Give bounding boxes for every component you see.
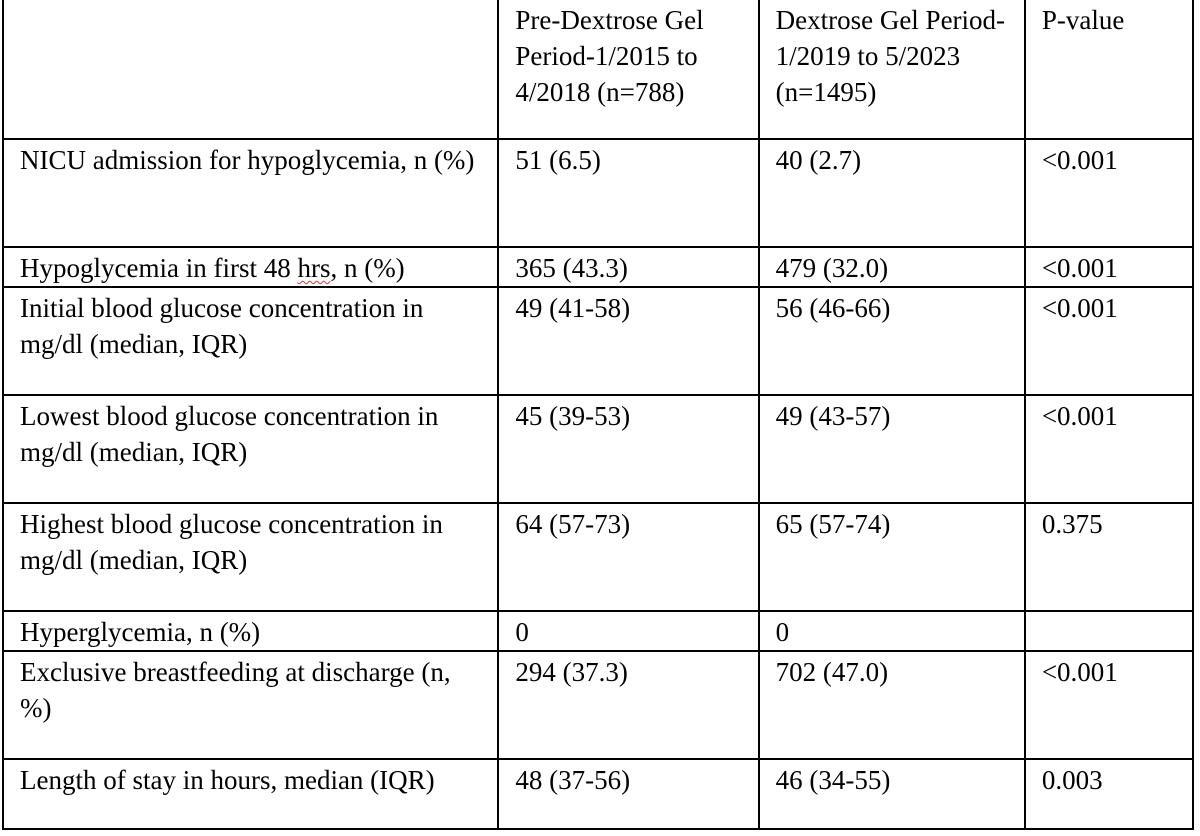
row-label: Length of stay in hours, median (IQR) <box>3 759 498 829</box>
pre-value: 64 (57-73) <box>498 503 758 611</box>
table-row <box>3 759 1193 829</box>
table-row <box>3 247 1193 287</box>
pre-value: 49 (41-58) <box>498 287 758 395</box>
header-cell-empty <box>3 0 498 139</box>
pre-value: 0 <box>498 611 758 651</box>
p-value <box>1025 611 1193 651</box>
gel-value: 0 <box>759 611 1025 651</box>
p-value: <0.001 <box>1025 395 1193 503</box>
header-cell-p-value: P-value <box>1025 0 1193 139</box>
p-value: <0.001 <box>1025 651 1193 759</box>
row-label: Highest blood glucose concentration in mg/dl (median, IQR) <box>3 503 498 611</box>
pre-value: 294 (37.3) <box>498 651 758 759</box>
row-label: Lowest blood glucose concentration in mg/dl (median, IQR) <box>3 395 498 503</box>
gel-value: 65 (57-74) <box>759 503 1025 611</box>
table-row <box>3 139 1193 247</box>
row-label: Exclusive breastfeeding at discharge (n, %) <box>3 651 498 759</box>
table-row <box>3 503 1193 611</box>
p-value: <0.001 <box>1025 139 1193 247</box>
pre-value: 365 (43.3) <box>498 247 758 287</box>
table-row <box>3 395 1193 503</box>
p-value: <0.001 <box>1025 287 1193 395</box>
p-value: 0.003 <box>1025 759 1193 829</box>
gel-value: 40 (2.7) <box>759 139 1025 247</box>
row-label <box>3 247 498 287</box>
row-label-end: , n (%) <box>330 253 405 283</box>
row-label: Hyperglycemia, n (%) <box>3 611 498 651</box>
row-label: NICU admission for hypoglycemia, n (%) <box>3 139 498 247</box>
results-table <box>2 0 1194 830</box>
header-cell-dextrose-gel: Dextrose Gel Period- 1/2019 to 5/2023 (n=1495) <box>759 0 1025 139</box>
pre-value: 45 (39-53) <box>498 395 758 503</box>
gel-value: 46 (34-55) <box>759 759 1025 829</box>
table-header-row <box>3 0 1193 139</box>
gel-value: 56 (46-66) <box>759 287 1025 395</box>
pre-value: 48 (37-56) <box>498 759 758 829</box>
row-label: Initial blood glucose concentration in mg/dl (median, IQR) <box>3 287 498 395</box>
pre-value: 51 (6.5) <box>498 139 758 247</box>
table-row <box>3 651 1193 759</box>
row-label-start: Hypoglycemia in first 48 <box>20 253 298 283</box>
gel-value: 702 (47.0) <box>759 651 1025 759</box>
table-row <box>3 611 1193 651</box>
table-row <box>3 287 1193 395</box>
gel-value: 479 (32.0) <box>759 247 1025 287</box>
misspelled-word: hrs <box>297 253 331 283</box>
header-cell-pre-dextrose: Pre-Dextrose Gel Period-1/2015 to 4/2018 (n=788) <box>498 0 758 139</box>
p-value: <0.001 <box>1025 247 1193 287</box>
gel-value: 49 (43-57) <box>759 395 1025 503</box>
p-value: 0.375 <box>1025 503 1193 611</box>
